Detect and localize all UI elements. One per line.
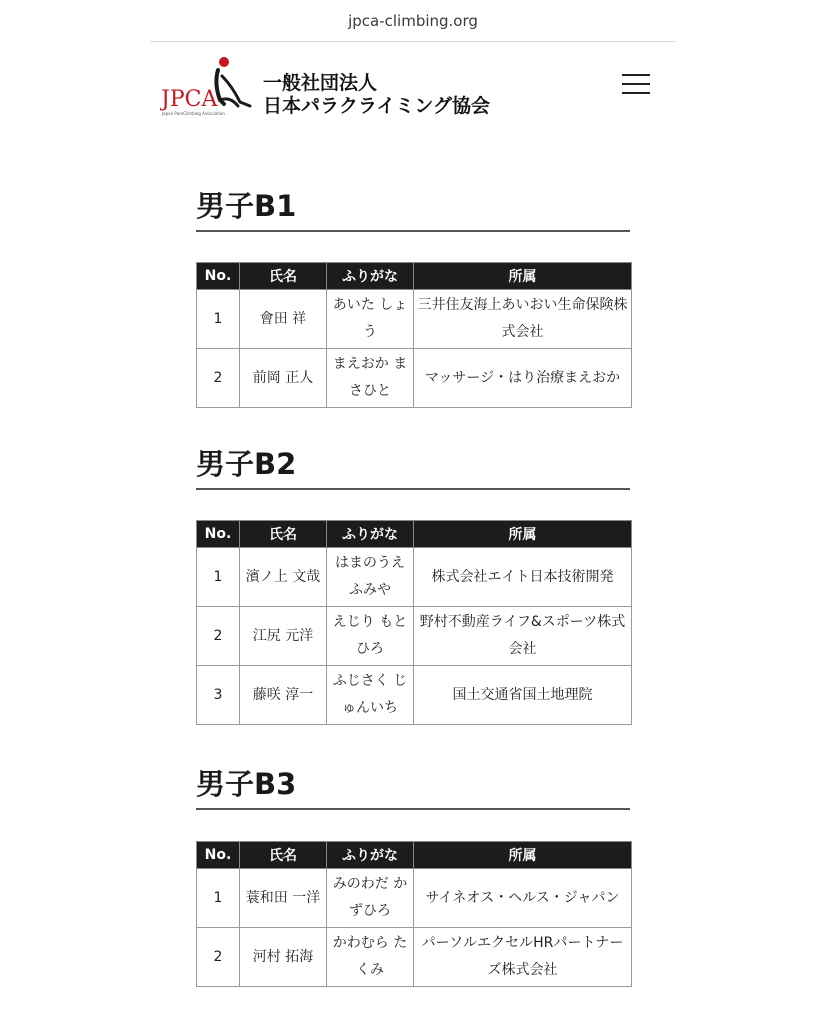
cell-no: 2 [197,607,240,666]
org-name-line1: 一般社団法人 [263,72,378,94]
table-header-row [197,842,632,869]
table-row [197,290,632,349]
athlete-table-b3 [196,841,632,987]
athlete-table-b1 [196,262,632,408]
col-header-no: No. [197,842,240,869]
url-text: jpca-climbing.org [348,11,478,30]
cell-name: 會田 祥 [240,290,327,349]
cell-furigana: あいた しょう [327,290,414,349]
menu-icon[interactable] [622,74,650,94]
cell-furigana: まえおか まさひと [327,349,414,408]
climber-logo-icon [160,56,252,118]
cell-affiliation: マッサージ・はり治療まえおか [414,349,632,408]
cell-no: 1 [197,869,240,928]
cell-furigana: みのわだ かずひろ [327,869,414,928]
address-bar[interactable] [150,0,676,42]
cell-name: 濱ノ上 文哉 [240,548,327,607]
cell-name: 藤咲 淳一 [240,666,327,725]
cell-furigana: えじり もとひろ [327,607,414,666]
table-row [197,349,632,408]
section-title-b2: 男子B2 [196,447,297,481]
cell-affiliation: 株式会社エイト日本技術開発 [414,548,632,607]
athlete-table-b2 [196,520,632,725]
cell-affiliation: 野村不動産ライフ&スポーツ株式会社 [414,607,632,666]
cell-affiliation: 国土交通省国土地理院 [414,666,632,725]
section-divider [196,230,630,232]
cell-name: 江尻 元洋 [240,607,327,666]
jpca-logo[interactable] [160,56,252,118]
cell-name: 前岡 正人 [240,349,327,408]
cell-affiliation: サイネオス・ヘルス・ジャパン [414,869,632,928]
cell-no: 2 [197,349,240,408]
col-header-no: No. [197,263,240,290]
table-row [197,548,632,607]
logo-subtext: Japan ParaClimbing Association [162,111,225,116]
col-header-furigana: ふりがな [327,263,414,290]
col-header-furigana: ふりがな [327,842,414,869]
cell-no: 2 [197,928,240,987]
col-header-name: 氏名 [240,263,327,290]
section-divider [196,488,630,490]
table-row [197,666,632,725]
cell-name: 蓑和田 一洋 [240,869,327,928]
cell-furigana: かわむら たくみ [327,928,414,987]
table-header-row [197,521,632,548]
col-header-name: 氏名 [240,521,327,548]
col-header-affiliation: 所属 [414,263,632,290]
cell-furigana: はまのうえ ふみや [327,548,414,607]
table-header-row [197,263,632,290]
cell-affiliation: 三井住友海上あいおい生命保険株式会社 [414,290,632,349]
col-header-furigana: ふりがな [327,521,414,548]
site-header [150,50,676,130]
col-header-affiliation: 所属 [414,842,632,869]
table-row [197,869,632,928]
org-name-line2: 日本パラクライミング協会 [263,95,491,117]
section-title-b3: 男子B3 [196,767,297,801]
cell-no: 1 [197,548,240,607]
col-header-name: 氏名 [240,842,327,869]
cell-furigana: ふじさく じゅんいち [327,666,414,725]
section-divider [196,808,630,810]
cell-affiliation: パーソルエクセルHRパートナーズ株式会社 [414,928,632,987]
col-header-affiliation: 所属 [414,521,632,548]
table-row [197,607,632,666]
cell-name: 河村 拓海 [240,928,327,987]
logo-text: JPCA [161,87,218,112]
cell-no: 3 [197,666,240,725]
col-header-no: No. [197,521,240,548]
section-title-b1: 男子B1 [196,189,297,223]
cell-no: 1 [197,290,240,349]
org-name[interactable] [263,72,490,118]
table-row [197,928,632,987]
